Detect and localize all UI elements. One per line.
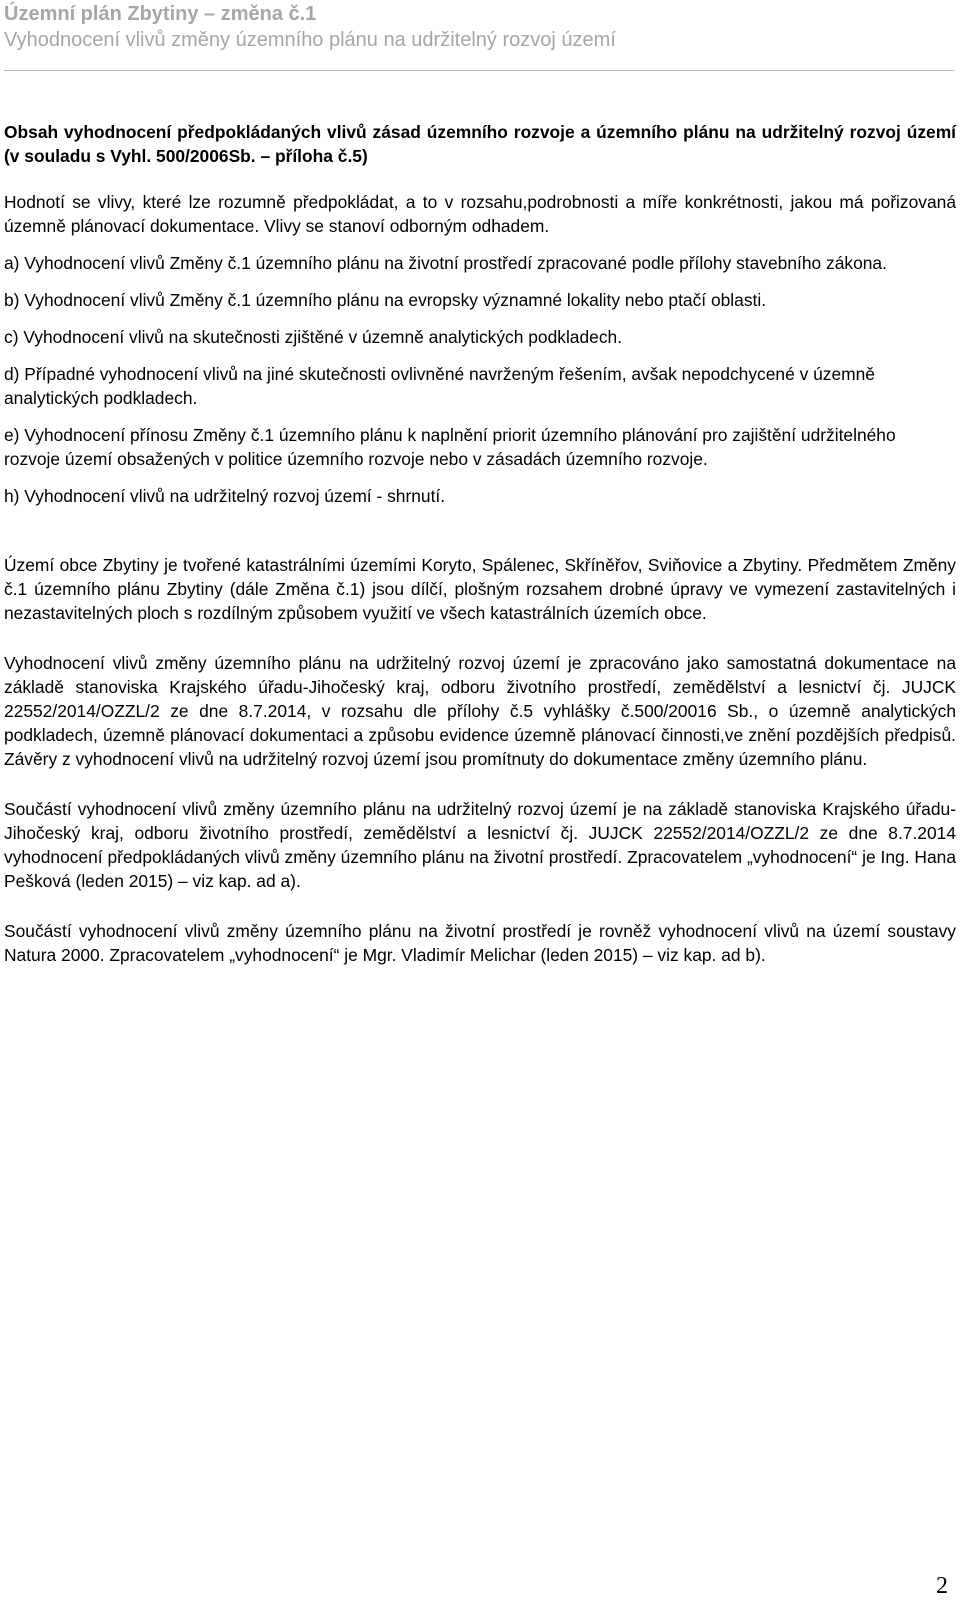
header-subtitle: Vyhodnocení vlivů změny územního plánu na udržitelný rozvoj území — [4, 29, 616, 51]
intro-paragraph: Hodnotí se vlivy, které lze rozumně předpokládat, a to v rozsahu,podrobnosti a míře konkrétnosti, jakou má pořizovaná územně plánovací dokumentace. Vlivy se stanoví odborným odhadem. — [4, 192, 956, 236]
header-title: Územní plán Zbytiny – změna č.1 — [4, 3, 317, 25]
section-heading: Obsah vyhodnocení předpokládaných vlivů zásad územního rozvoje a územního plánu na udržitelný rozvoj území (v souladu s Vyhl. 500/2006Sb. – příloha č.5) — [4, 122, 956, 166]
list-item-d: d) Případné vyhodnocení vlivů na jiné skutečnosti ovlivněné navrženým řešením, avšak nepodchycené v územně analytických podkladech. — [4, 364, 875, 408]
list-item-e: e) Vyhodnocení přínosu Změny č.1 územního plánu k naplnění priorit územního plánování pro zajištění udržitelného rozvoje území obsažených v politice územního rozvoje nebo v zásadách územního rozvoje. — [4, 425, 896, 469]
body-paragraph-assessment: Vyhodnocení vlivů změny územního plánu na udržitelný rozvoj území je zpracováno jako samostatná dokumentace na základě stanoviska Krajského úřadu-Jihočeský kraj, odboru životního prostředí, zemědělství a lesnictví čj. JUJCK 22552/2014/OZZL/2 ze dne 8.7.2014, v rozsahu dle přílohy č.5 vyhlášky č.500/20016 Sb., o územně analytických podkladech, územně plánovací dokumentaci a způsobu evidence územně plánovací činnosti,ve znění pozdějších předpisů. Závěry z vyhodnocení vlivů na udržitelný rozvoj území jsou promítnuty do dokumentace změny územního plánu. — [4, 653, 956, 769]
page-number: 2 — [936, 1573, 948, 1599]
page-content — [4, 120, 956, 967]
list-item-b: b) Vyhodnocení vlivů Změny č.1 územního plánu na evropsky významné lokality nebo ptačí oblasti. — [4, 290, 767, 310]
header-divider — [4, 70, 954, 71]
list-item-h: h) Vyhodnocení vlivů na udržitelný rozvoj území - shrnutí. — [4, 486, 446, 506]
body-paragraph-environment: Součástí vyhodnocení vlivů změny územního plánu na udržitelný rozvoj území je na základě stanoviska Krajského úřadu-Jihočeský kraj, odboru životního prostředí, zemědělství a lesnictví čj. JUJCK 22552/2014/OZZL/2 ze dne 8.7.2014 vyhodnocení předpokládaných vlivů změny územního plánu na životní prostředí. Zpracovatelem „vyhodnocení“ je Ing. Hana Pešková (leden 2015) – viz kap. ad a). — [4, 799, 956, 891]
body-paragraph-natura: Součástí vyhodnocení vlivů změny územního plánu na životní prostředí je rovněž vyhodnocení vlivů na území soustavy Natura 2000. Zpracovatelem „vyhodnocení“ je Mgr. Vladimír Melichar (leden 2015) – viz kap. ad b). — [4, 921, 956, 965]
body-paragraph-territory: Území obce Zbytiny je tvořené katastrálními územími Koryto, Spálenec, Skříněřov, Sviňovice a Zbytiny. Předmětem Změny č.1 územního plánu Zbytiny (dále Změna č.1) jsou dílčí, plošným rozsahem drobné úpravy ve vymezení zastavitelných i nezastavitelných ploch s rozdílným způsobem využití ve všech katastrálních územích obce. — [4, 555, 956, 623]
list-item-c: c) Vyhodnocení vlivů na skutečnosti zjištěné v územně analytických podkladech. — [4, 327, 623, 347]
page-header — [4, 0, 944, 52]
list-item-a: a) Vyhodnocení vlivů Změny č.1 územního plánu na životní prostředí zpracované podle přílohy stavebního zákona. — [4, 253, 887, 273]
